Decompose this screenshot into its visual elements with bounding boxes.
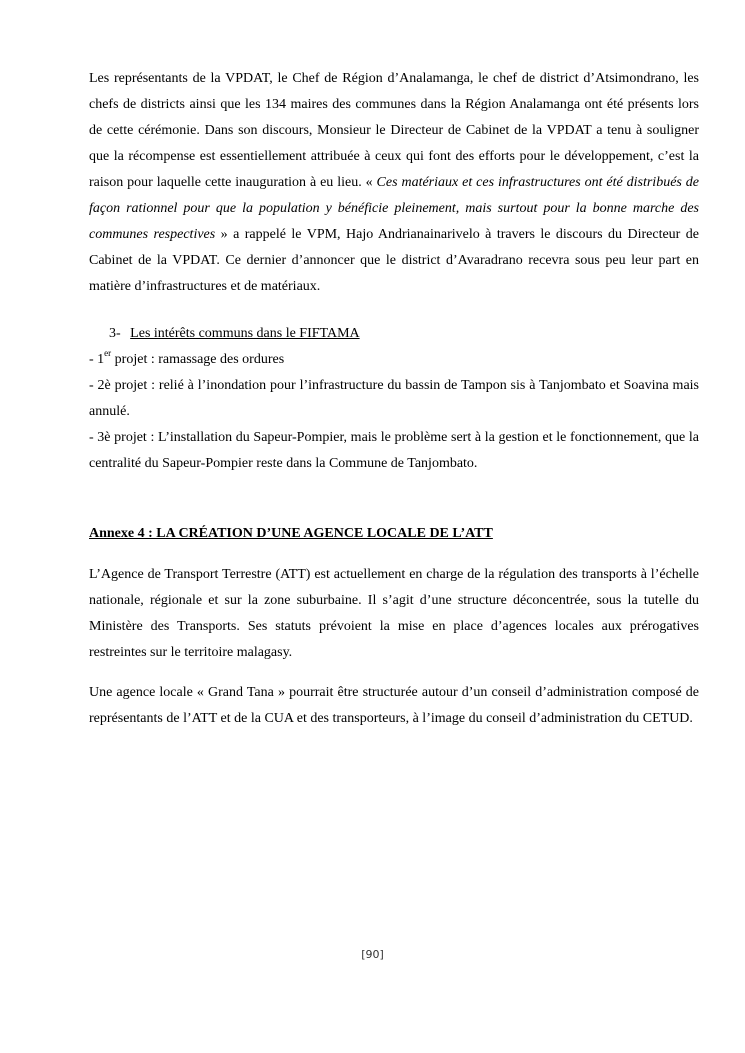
ceremony-quote: Ces matériaux et ces infrastructures ont été distribués de façon rationnel pour que la population y bénéficie pleinement, mais surtout pour la bonne marche des communes respectives [89, 175, 699, 242]
project-1 [89, 347, 699, 373]
ceremony-text: Les représentants de la VPDAT, le Chef de Région d’Analamanga, le chef de district d’Atsimondrano, les chefs de districts ainsi que les 134 maires des communes dans la Région Analamanga ont été présents lors de cette cérémonie. Dans son discours, Monsieur le Directeur de Cabinet de la VPDAT a tenu à souligner que la récompense est essentiellement attribuée à ceux qui font des efforts pour le développement, c’est la raison pour laquelle cette inauguration à eu lieu. « [89, 71, 699, 190]
project-3 [89, 425, 699, 477]
project-1-text: projet : ramassage des ordures [111, 352, 285, 367]
section-number: 3- [109, 326, 121, 341]
annexe-paragraph-1 [89, 562, 699, 666]
section-title: Les intérêts communs dans le FIFTAMA [130, 326, 360, 341]
page-number: [90] [361, 948, 384, 961]
project-2-text: - 2è projet : relié à l’inondation pour l’infrastructure du bassin de Tampon sis à Tanjombato et Soavina mais annulé. [89, 378, 699, 419]
paragraph-ceremony [89, 66, 699, 300]
project-1-prefix: - 1 [89, 352, 105, 367]
annexe-heading [89, 521, 699, 547]
annexe-paragraph-1-text: L’Agence de Transport Terrestre (ATT) est actuellement en charge de la régulation des transports à l’échelle nationale, régionale et sur la zone suburbaine. Il s’agit d’une structure déconcentrée, sous la tutelle du Ministère des Transports. Ses statuts prévoient la mise en place d’agences locales aux prérogatives restreintes sur le territoire malagasy. [89, 567, 699, 660]
annexe-paragraph-2-text: Une agence locale « Grand Tana » pourrait être structurée autour d’un conseil d’administration composé de représentants de l’ATT et de la CUA et des transporteurs, à l’image du conseil d’administration du CETUD. [89, 685, 699, 726]
project-2 [89, 373, 699, 425]
project-3-text: - 3è projet : L’installation du Sapeur-Pompier, mais le problème sert à la gestion et le fonctionnement, que la centralité du Sapeur-Pompier reste dans la Commune de Tanjombato. [89, 430, 699, 471]
annexe-paragraph-2 [89, 680, 699, 732]
ceremony-text-end: » a rappelé le VPM, Hajo Andrianainarivelo à travers le discours du Directeur de Cabinet de la VPDAT. Ce dernier d’annoncer que le district d’Avaradrano recevra sous peu leur part en matière d’infrastructures et de matériaux. [89, 227, 699, 294]
section-3-heading [89, 321, 699, 347]
annexe-title: Annexe 4 : LA CRÉATION D’UNE AGENCE LOCALE DE L’ATT [89, 526, 493, 541]
project-1-superscript: er [104, 348, 112, 359]
